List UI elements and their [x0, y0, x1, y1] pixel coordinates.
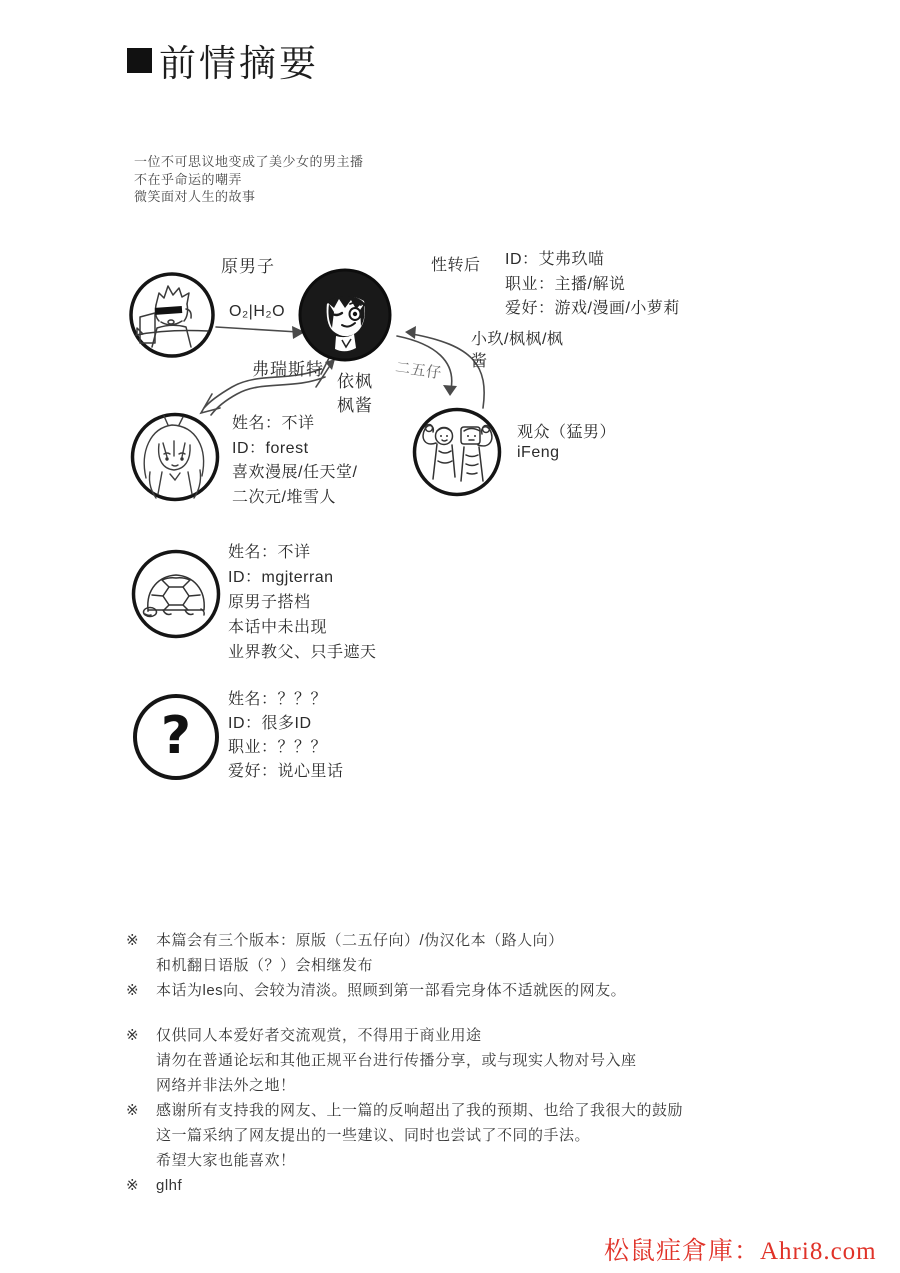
footnotes	[126, 928, 806, 1198]
note-line: 感谢所有支持我的网友、上一篇的反响超出了我的预期、也给了我很大的鼓励	[156, 1102, 684, 1119]
avatar-mgjterran	[131, 549, 221, 639]
question-mark-icon	[132, 693, 220, 781]
streamer-job-line: 职业：主播/解说	[505, 275, 626, 293]
unknown-job-line: 职业：？？？	[228, 739, 328, 756]
note-line: 本话为les向、会较为清淡。照顾到第一部看完身体不适就医的网友。	[156, 982, 627, 999]
unknown-hobby-line: 爱好：说心里话	[228, 763, 344, 780]
muscle-men-icon	[412, 407, 502, 497]
note-group-versions	[126, 928, 806, 978]
black-haired-girl-icon	[298, 268, 392, 362]
avatar-unknown	[132, 693, 220, 781]
forest-likes-line: 喜欢漫展/任天堂/	[232, 464, 358, 481]
ifeng-id-label: iFeng	[517, 444, 560, 461]
page-title	[127, 33, 319, 87]
mgjterran-info-block	[228, 540, 377, 665]
intro-paragraph	[134, 153, 364, 206]
watermark: 松鼠症倉庫：Ahri8.com	[604, 1238, 877, 1265]
label-original-man: 原男子	[221, 257, 275, 276]
note-line: 请勿在普通论坛和其他正规平台进行传播分享，或与现实人物对号入座	[156, 1052, 637, 1069]
arrow-o2h2o	[216, 326, 305, 339]
note-marker: ※	[126, 932, 140, 949]
forest-name-line: 姓名：不详	[232, 415, 315, 432]
avatar-ifeng	[412, 407, 502, 497]
label-nickname-yifeng: 依枫	[337, 372, 373, 391]
streamer-id-line: ID：艾弗玖喵	[505, 251, 605, 268]
unknown-name-line: 姓名：？？？	[228, 691, 328, 708]
unknown-info-block	[228, 688, 344, 784]
title-square-bullet	[127, 48, 152, 73]
avatar-forest	[130, 412, 220, 502]
label-nickname-fengjiang: 枫酱	[337, 396, 373, 415]
mgjterran-role-line: 原男子搭档	[228, 594, 311, 611]
note-line: 本篇会有三个版本：原版（二五仔向）/伪汉化本（路人向）	[156, 932, 564, 949]
note-line: 这一篇采纳了网友提出的一些建议、同时也尝试了不同的手法。	[156, 1127, 591, 1144]
streamer-nickname-line2: 酱	[471, 353, 488, 370]
streamer-hobby-line: 爱好：游戏/漫画/小萝莉	[505, 300, 680, 317]
forest-likes-line2: 二次元/堆雪人	[232, 488, 336, 506]
note-group-glhf	[126, 1173, 806, 1198]
unknown-id-line: ID：很多ID	[228, 715, 312, 732]
note-marker: ※	[126, 1177, 140, 1194]
intro-line: 不在乎命运的嘲弄	[134, 171, 243, 187]
note-group-usage	[126, 1023, 806, 1098]
note-line: 仅供同人本爱好者交流观赏，不得用于商业用途	[156, 1027, 482, 1044]
mgjterran-id-line: ID：mgjterran	[228, 569, 334, 586]
mgjterran-name-line: 姓名：不详	[228, 544, 311, 561]
streamer-nickname-line1: 小玖/枫枫/枫	[471, 331, 564, 348]
page-title-text: 前情摘要	[159, 43, 319, 84]
label-transform-formula: O₂|H₂O	[229, 303, 286, 320]
man-at-computer-icon	[128, 271, 216, 359]
note-line: 希望大家也能喜欢！	[156, 1152, 296, 1169]
avatar-streamer-girl	[298, 268, 392, 362]
note-line: 和机翻日语版（？）会相继发布	[156, 957, 374, 974]
avatar-original-man	[128, 271, 216, 359]
label-forest-nickname: 弗瑞斯特	[252, 360, 324, 379]
label-viewer-nickname: 二五仔	[394, 358, 443, 383]
mgjterran-desc-line: 业界教父、只手遮天	[228, 644, 377, 661]
note-marker: ※	[126, 1102, 140, 1119]
question-glyph: ?	[160, 706, 192, 766]
mgjterran-absent-line: 本话中未出现	[228, 619, 328, 636]
note-line: 网络并非法外之地！	[156, 1077, 296, 1094]
intro-line: 微笑面对人生的故事	[134, 189, 256, 204]
note-line: glhf	[156, 1177, 183, 1194]
turtle-shell-icon	[131, 549, 221, 639]
ifeng-role-label: 观众（猛男）	[517, 424, 617, 441]
intro-line: 一位不可思议地变成了美少女的男主播	[134, 154, 364, 169]
note-marker: ※	[126, 982, 140, 999]
forest-info-block	[232, 412, 357, 510]
forest-id-line: ID：forest	[232, 439, 309, 457]
streamer-info-block	[505, 248, 680, 322]
label-after-transform: 性转后	[431, 257, 481, 274]
note-group-content-warning	[126, 978, 806, 1003]
note-group-thanks	[126, 1098, 806, 1173]
light-haired-girl-icon	[130, 412, 220, 502]
note-marker: ※	[126, 1027, 140, 1044]
